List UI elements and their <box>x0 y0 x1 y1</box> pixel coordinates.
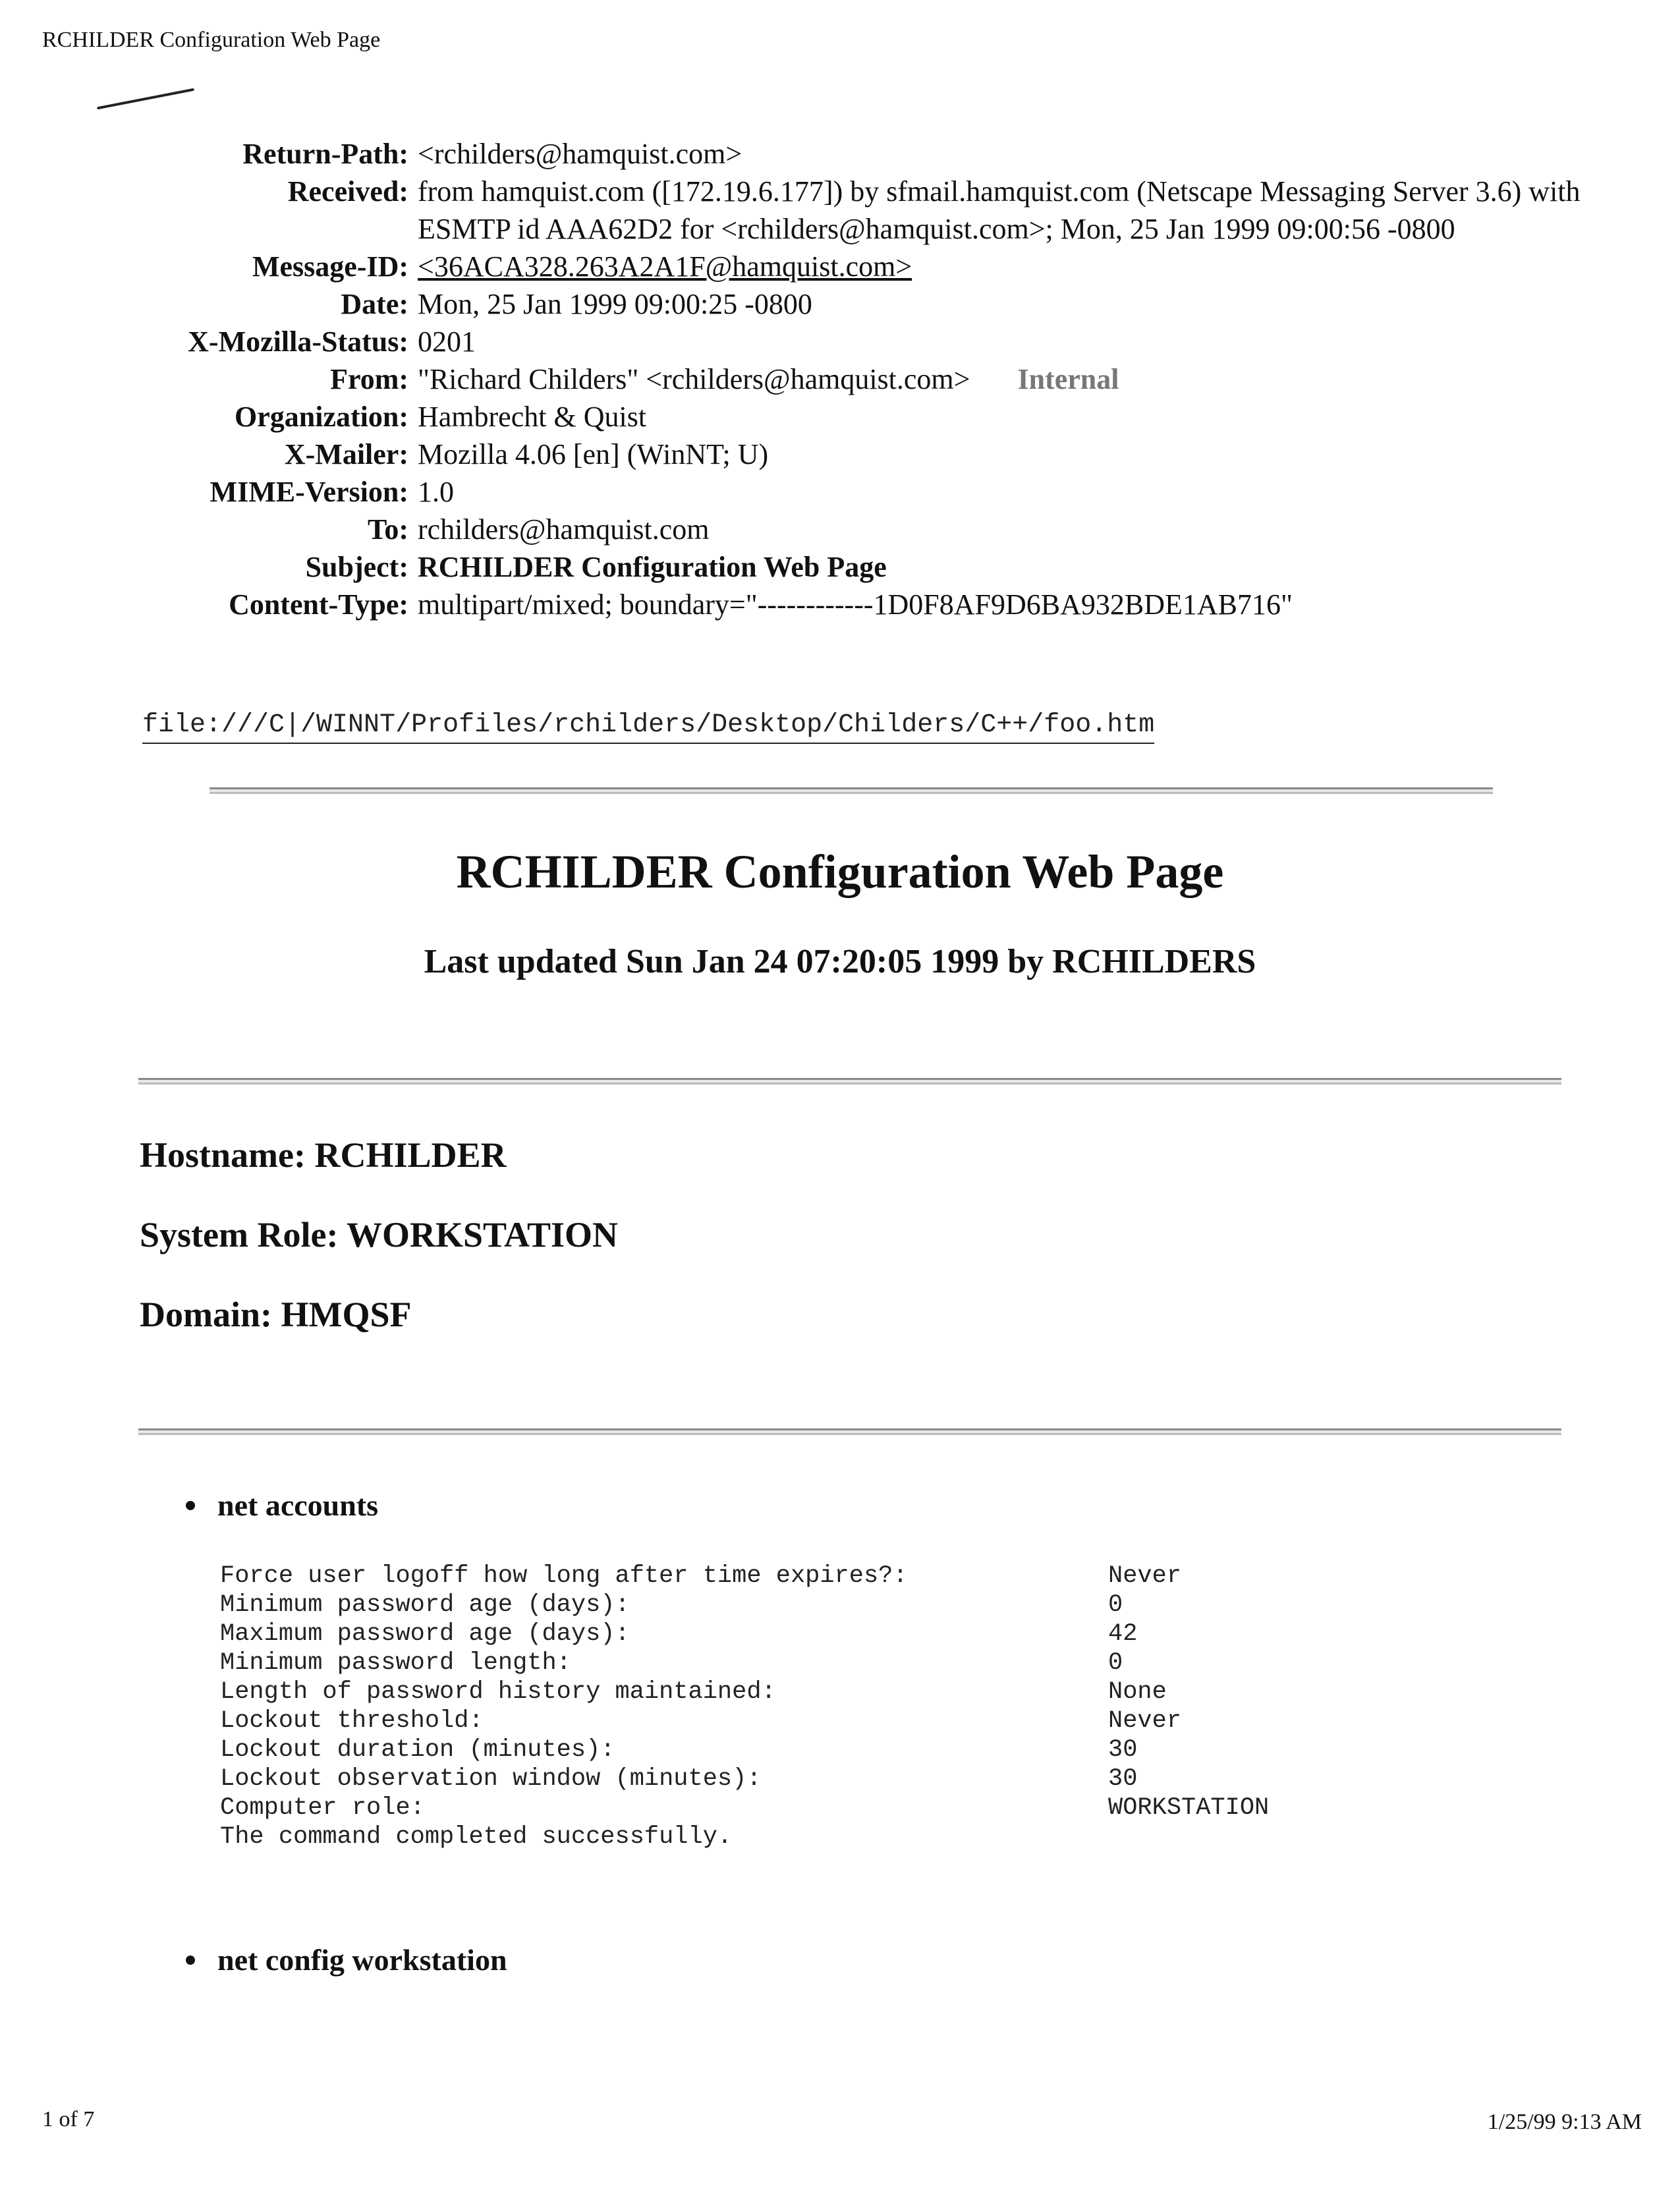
header-name: MIME-Version: <box>210 476 408 508</box>
header-row <box>99 511 1581 548</box>
header-value: Mon, 25 Jan 1999 09:00:25 -0800 <box>418 288 812 320</box>
horizontal-rule <box>138 1428 1561 1435</box>
header-row <box>99 323 1581 360</box>
domain-line: Domain: HMQSF <box>140 1295 412 1334</box>
header-name: Return-Path: <box>242 138 408 170</box>
output-key: The command completed successfully. <box>220 1823 733 1851</box>
header-name: X-Mailer: <box>284 438 408 470</box>
header-value: Mozilla 4.06 [en] (WinNT; U) <box>418 438 769 470</box>
output-value: 42 <box>1108 1620 1138 1648</box>
header-row <box>99 248 1581 285</box>
output-value: 30 <box>1108 1736 1138 1764</box>
header-name: X-Mozilla-Status: <box>188 325 408 358</box>
header-value: "Richard Childers" <rchilders@hamquist.com> <box>418 363 970 395</box>
subject-value: RCHILDER Configuration Web Page <box>418 551 887 583</box>
header-row <box>99 586 1581 623</box>
email-headers <box>99 135 1581 623</box>
header-value: multipart/mixed; boundary="------------1D0F8AF9D6BA932BDE1AB716" <box>418 588 1293 621</box>
output-row <box>220 1793 1269 1822</box>
output-key: Lockout threshold: <box>220 1707 484 1735</box>
output-row <box>220 1678 1269 1706</box>
header-value: <rchilders@hamquist.com> <box>418 138 742 170</box>
document-title: RCHILDER Configuration Web Page <box>456 845 1224 898</box>
header-row <box>99 436 1581 473</box>
header-row <box>99 135 1581 173</box>
output-value: Never <box>1108 1562 1182 1590</box>
header-value: from hamquist.com ([172.19.6.177]) by sfmail.hamquist.com (Netscape Messaging Server 3.6) with ESMTP id AAA62D2 for <rchilders@hamquist.com>; Mon, 25 Jan 1999 09:00:56 -0800 <box>418 175 1581 245</box>
output-value <box>1108 1822 1269 1851</box>
hostname-line: Hostname: RCHILDER <box>140 1135 507 1175</box>
header-name: To: <box>368 513 408 546</box>
output-value: None <box>1108 1678 1167 1706</box>
output-key: Length of password history maintained: <box>220 1678 776 1706</box>
message-id-link[interactable]: <36ACA328.263A2A1F@hamquist.com> <box>418 250 912 283</box>
output-key: Lockout duration (minutes): <box>220 1736 615 1764</box>
header-name: Message-ID: <box>252 250 408 283</box>
output-value: 0 <box>1108 1649 1123 1677</box>
output-row <box>220 1735 1269 1764</box>
document-subtitle: Last updated Sun Jan 24 07:20:05 1999 by RCHILDERS <box>424 943 1256 980</box>
output-value: 30 <box>1108 1765 1138 1793</box>
header-name: Organization: <box>235 401 408 433</box>
header-value: Hambrecht & Quist <box>418 401 647 433</box>
horizontal-rule <box>210 787 1493 794</box>
header-value: 0201 <box>418 325 476 358</box>
bullet-icon <box>186 1501 195 1510</box>
section-title: net config workstation <box>217 1943 507 1977</box>
output-row <box>220 1649 1269 1678</box>
output-value: WORKSTATION <box>1108 1794 1270 1822</box>
net-accounts-output <box>220 1562 1269 1851</box>
output-value: 0 <box>1108 1591 1123 1619</box>
header-row <box>99 548 1581 586</box>
output-key: Computer role: <box>220 1794 425 1822</box>
header-row <box>99 173 1581 248</box>
output-key: Force user logoff how long after time expires?: <box>220 1562 908 1590</box>
pen-mark <box>97 88 194 110</box>
output-row <box>220 1620 1269 1649</box>
output-key: Lockout observation window (minutes): <box>220 1765 762 1793</box>
horizontal-rule <box>138 1078 1561 1085</box>
header-name: Date: <box>341 288 408 320</box>
header-value: rchilders@hamquist.com <box>418 513 710 546</box>
bullet-icon <box>186 1956 195 1965</box>
output-row <box>220 1822 1269 1851</box>
header-name: From: <box>330 363 408 395</box>
header-value: 1.0 <box>418 476 454 508</box>
header-row <box>99 398 1581 436</box>
section-heading <box>186 1488 378 1523</box>
system-role-line: System Role: WORKSTATION <box>140 1215 619 1255</box>
header-row <box>99 285 1581 323</box>
output-row <box>220 1562 1269 1591</box>
header-name: Content-Type: <box>229 588 408 621</box>
header-name: Received: <box>287 175 408 208</box>
output-key: Minimum password length: <box>220 1649 571 1677</box>
output-row <box>220 1764 1269 1793</box>
section-title: net accounts <box>217 1488 379 1522</box>
header-name: Subject: <box>305 551 408 583</box>
output-row <box>220 1706 1269 1735</box>
output-value: Never <box>1108 1707 1182 1735</box>
print-timestamp: 1/25/99 9:13 AM <box>1487 2110 1642 2134</box>
header-row <box>99 360 1581 398</box>
output-row <box>220 1591 1269 1620</box>
page-header: RCHILDER Configuration Web Page <box>42 28 381 52</box>
internal-stamp: Internal <box>1017 363 1119 395</box>
header-row <box>99 473 1581 511</box>
section-heading <box>186 1942 507 1977</box>
output-key: Maximum password age (days): <box>220 1620 630 1648</box>
page-number: 1 of 7 <box>42 2107 95 2131</box>
output-key: Minimum password age (days): <box>220 1591 630 1619</box>
file-url-link[interactable]: file:///C|/WINNT/Profiles/rchilders/Desktop/Childers/C++/foo.htm <box>142 710 1154 744</box>
